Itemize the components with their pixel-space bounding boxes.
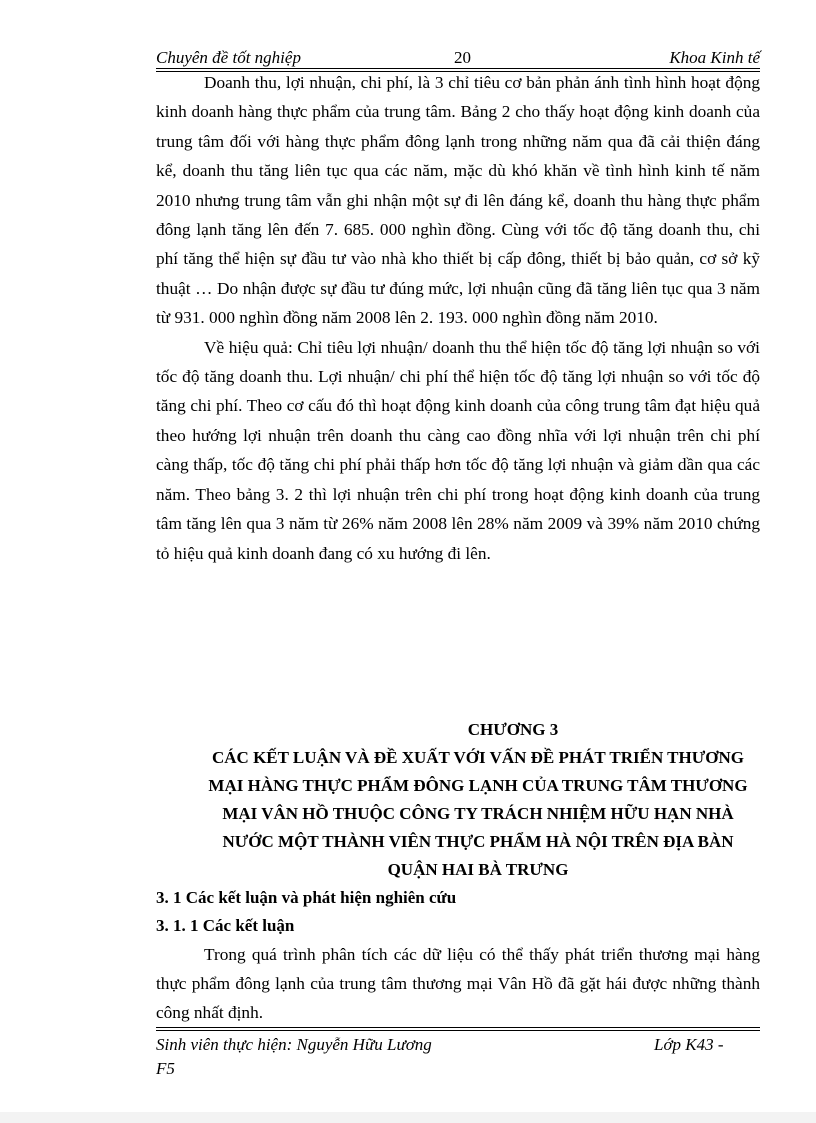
footer-student <box>156 1033 496 1081</box>
paragraph-efficiency: Về hiệu quả: Chỉ tiêu lợi nhuận/ doanh thu thể hiện tốc độ tăng lợi nhuận so với tốc độ tăng doanh thu. Lợi nhuận/ chi phí thể hiện tốc độ tăng lợi nhuận so với tốc độ tăng chi phí. Theo cơ cấu đó thì hoạt động kinh doanh của công trung tâm đạt hiệu quả theo hướng lợi nhuận trên doanh thu càng cao đồng nhĩa với lợi nhuận trên chi phí càng thấp, tốc độ tăng chi phí phải thấp hơn tốc độ tăng lợi nhuận và giảm dần qua các năm. Theo bảng 3. 2 thì lợi nhuận trên chi phí trong hoạt động kinh doanh của trung tâm tăng lên qua 3 năm từ 26% năm 2008 lên 28% năm 2009 và 39% năm 2010 chứng tỏ hiệu quả kinh doanh đang có xu hướng đi lên. <box>156 337 760 563</box>
page-bottom-margin <box>0 1112 816 1123</box>
header-department: Khoa Kinh tế <box>669 48 760 67</box>
footer-class: Lớp K43 - <box>654 1035 724 1054</box>
header-title: Chuyên đề tốt nghiệp <box>156 48 301 67</box>
footer-student-name: Sinh viên thực hiện: Nguyễn Hữu Lương <box>156 1035 432 1054</box>
paragraph-conclusion: Trong quá trình phân tích các dữ liệu có thể thấy phát triển thương mại hàng thực phẩm đông lạnh của trung tâm thương mại Vân Hồ đã gặt hái được những thành công nhất định. <box>156 945 760 1022</box>
footer-rule <box>156 1027 760 1028</box>
footer-class-cont: F5 <box>156 1059 175 1078</box>
page-header <box>156 48 760 70</box>
body-section <box>156 68 760 568</box>
footer-rule-double <box>156 1030 760 1031</box>
subsection-heading: 3. 1. 1 Các kết luận <box>156 916 295 935</box>
chapter-number: CHƯƠNG 3 <box>467 720 559 739</box>
page-number: 20 <box>454 48 471 67</box>
section-heading: 3. 1 Các kết luận và phát hiện nghiên cứu <box>156 888 457 907</box>
chapter-title: CÁC KẾT LUẬN VÀ ĐỀ XUẤT VỚI VẤN ĐỀ PHÁT TRIỂN THƯƠNG MẠI HÀNG THỰC PHẨM ĐÔNG LẠNH CỦA TRUNG TÂM THƯƠNG MẠI VÂN HỒ THUỘC CÔNG TY TRÁCH NHIỆM HỮU HẠN NHÀ NƯỚC MỘT THÀNH VIÊN THỰC PHẨM HÀ NỘI TRÊN ĐỊA BÀN QUẬN HAI BÀ TRƯNG <box>208 748 748 879</box>
conclusion-section <box>156 940 760 1027</box>
paragraph-revenue: Doanh thu, lợi nhuận, chi phí, là 3 chỉ tiêu cơ bản phản ánh tình hình hoạt động kinh doanh hàng thực phẩm của trung tâm. Bảng 2 cho thấy hoạt động kinh doanh của trung tâm đối với hàng thực phẩm đông lạnh trong những năm qua đã cải thiện đáng kể, doanh thu tăng liên tục qua các năm, mặc dù khó khăn về tình hình kinh tế năm 2010 nhưng trung tâm vẫn ghi nhận một sự đi lên đáng kể, doanh thu hàng thực phẩm đông lạnh tăng lên đến 7. 685. 000 nghìn đồng. Cùng với tốc độ tăng doanh thu, chi phí tăng thể hiện sự đầu tư vào nhà kho thiết bị cấp đông, thiết bị bảo quản, cơ sở kỹ thuật … Do nhận được sự đầu tư đúng mức, lợi nhuận cũng đã tăng liên tục qua 3 năm từ 931. 000 nghìn đồng năm 2008 lên 2. 193. 000 nghìn đồng năm 2010. <box>156 73 760 328</box>
chapter-heading <box>156 716 760 884</box>
